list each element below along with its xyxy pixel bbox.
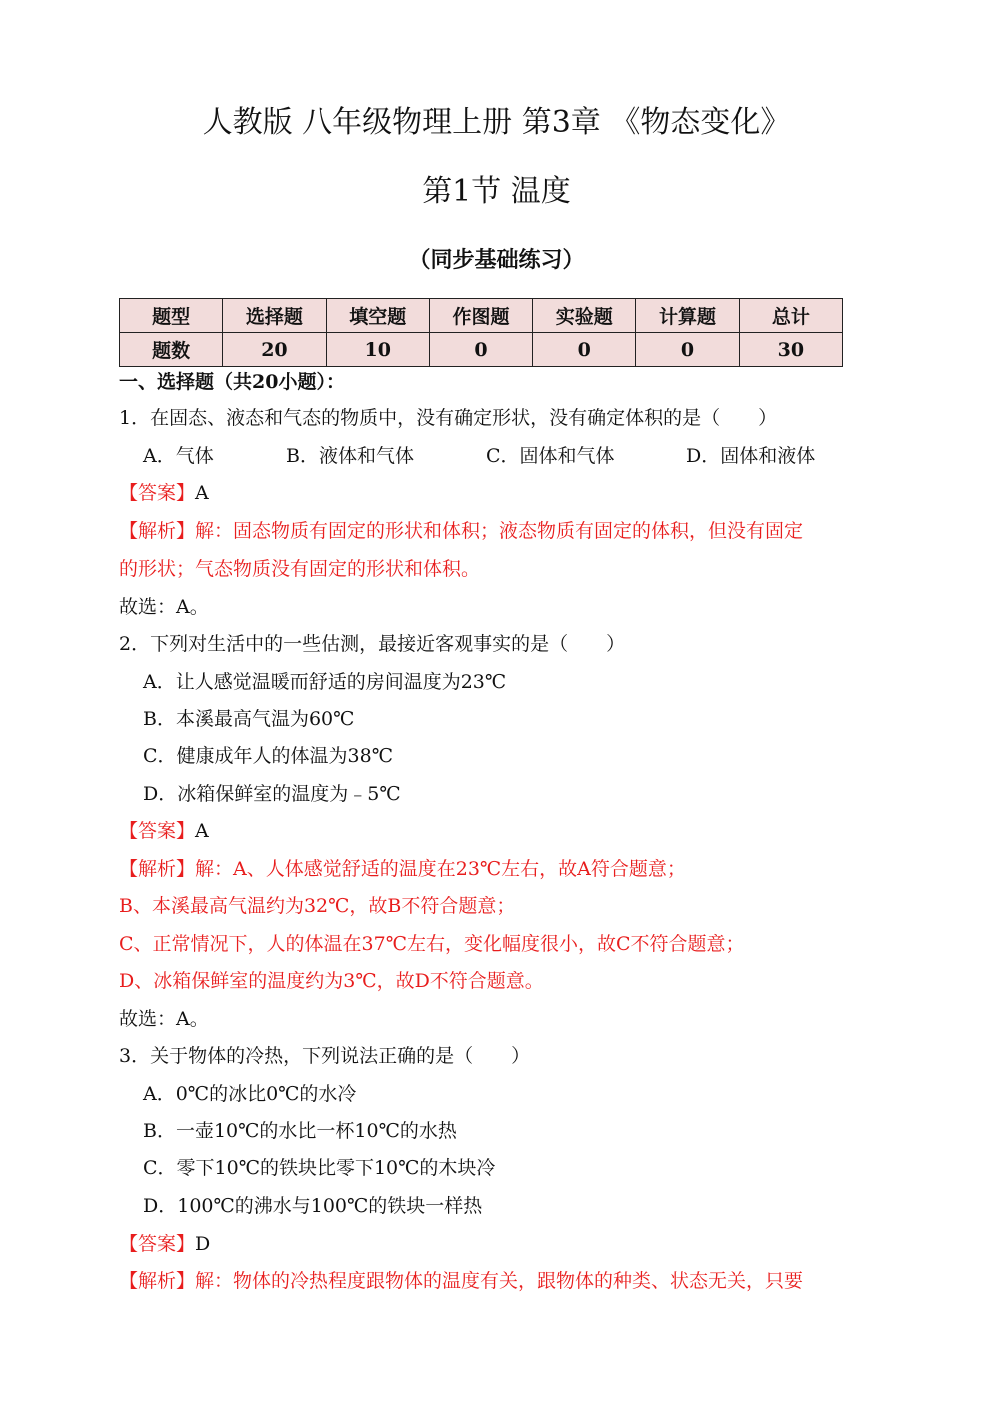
analysis-text: 解：固态物质有固定的形状和体积；液态物质有固定的体积，但没有固定 — [195, 520, 804, 542]
q1-option-c: C．固体和气体 — [486, 445, 615, 467]
q1-option-d: D．固体和液体 — [686, 445, 816, 467]
q1-answer — [119, 480, 209, 506]
q3-option-c: C．零下10℃的铁块比零下10℃的木块冷 — [143, 1157, 496, 1179]
q1-option-a: A．气体 — [143, 445, 214, 467]
q3-option-a: A．0℃的冰比0℃的水冷 — [143, 1083, 357, 1105]
q2-option-a: A．让人感觉温暖而舒适的房间温度为23℃ — [143, 671, 507, 693]
analysis-text: 解：物体的冷热程度跟物体的温度有关，跟物体的种类、状态无关，只要 — [195, 1270, 804, 1292]
analysis-tag: 【解析】 — [119, 520, 196, 542]
q2-analysis-line: B、本溪最高气温约为32℃，故B不符合题意； — [119, 895, 516, 917]
table-cell: 总计 — [739, 299, 842, 333]
q2-option-b: B．本溪最高气温为60℃ — [143, 708, 355, 730]
q2-analysis-line: D、冰箱保鲜室的温度约为3℃，故D不符合题意。 — [119, 970, 544, 992]
table-cell: 30 — [739, 333, 842, 367]
table-cell: 0 — [533, 333, 636, 367]
analysis-text: 解：A、人体感觉舒适的温度在23℃左右，故A符合题意； — [195, 858, 686, 880]
answer-value: D — [195, 1233, 211, 1255]
answer-value: A — [195, 482, 209, 504]
question-stats-table — [119, 298, 843, 367]
q2-option-d: D．冰箱保鲜室的温度为﹣5℃ — [143, 783, 401, 805]
practice-subtitle: （同步基础练习） — [408, 247, 585, 273]
q1-analysis-line: 的形状；气态物质没有固定的形状和体积。 — [119, 558, 481, 580]
table-row — [120, 333, 843, 367]
section-title: 第1节 温度 — [422, 174, 571, 209]
question-1-stem: 1．在固态、液态和气态的物质中，没有确定形状，没有确定体积的是（ ） — [119, 407, 778, 429]
question-3-stem: 3．关于物体的冷热，下列说法正确的是（ ） — [119, 1045, 531, 1067]
q2-analysis-line — [119, 856, 686, 882]
q3-analysis-line — [119, 1268, 803, 1294]
q1-conclusion: 故选：A。 — [119, 596, 209, 618]
q1-analysis-line — [119, 518, 803, 544]
table-cell: 0 — [636, 333, 739, 367]
answer-tag: 【答案】 — [119, 482, 196, 504]
answer-tag: 【答案】 — [119, 820, 196, 842]
q3-option-b: B．一壶10℃的水比一杯10℃的水热 — [143, 1120, 457, 1142]
q1-option-b: B．液体和气体 — [286, 445, 414, 467]
question-2-stem: 2．下列对生活中的一些估测，最接近客观事实的是（ ） — [119, 633, 626, 655]
table-cell: 题型 — [120, 299, 223, 333]
answer-value: A — [195, 820, 209, 842]
analysis-tag: 【解析】 — [119, 1270, 196, 1292]
table-cell: 题数 — [120, 333, 223, 367]
table-cell: 实验题 — [533, 299, 636, 333]
table-cell: 作图题 — [429, 299, 532, 333]
q2-analysis-line: C、正常情况下，人的体温在37℃左右，变化幅度很小，故C不符合题意； — [119, 933, 745, 955]
table-cell: 20 — [223, 333, 326, 367]
q3-answer — [119, 1231, 210, 1257]
table-cell: 填空题 — [326, 299, 429, 333]
table-header-row — [120, 299, 843, 333]
q2-conclusion: 故选：A。 — [119, 1008, 209, 1030]
q2-option-c: C．健康成年人的体温为38℃ — [143, 745, 393, 767]
q3-option-d: D．100℃的沸水与100℃的铁块一样热 — [143, 1195, 483, 1217]
analysis-tag: 【解析】 — [119, 858, 196, 880]
table-cell: 0 — [429, 333, 532, 367]
table-cell: 计算题 — [636, 299, 739, 333]
table-cell: 10 — [326, 333, 429, 367]
answer-tag: 【答案】 — [119, 1233, 196, 1255]
table-cell: 选择题 — [223, 299, 326, 333]
section-heading: 一、选择题（共20小题）： — [119, 371, 345, 393]
document-title: 人教版 八年级物理上册 第3章 《物态变化》 — [202, 105, 791, 140]
q2-answer — [119, 818, 209, 844]
